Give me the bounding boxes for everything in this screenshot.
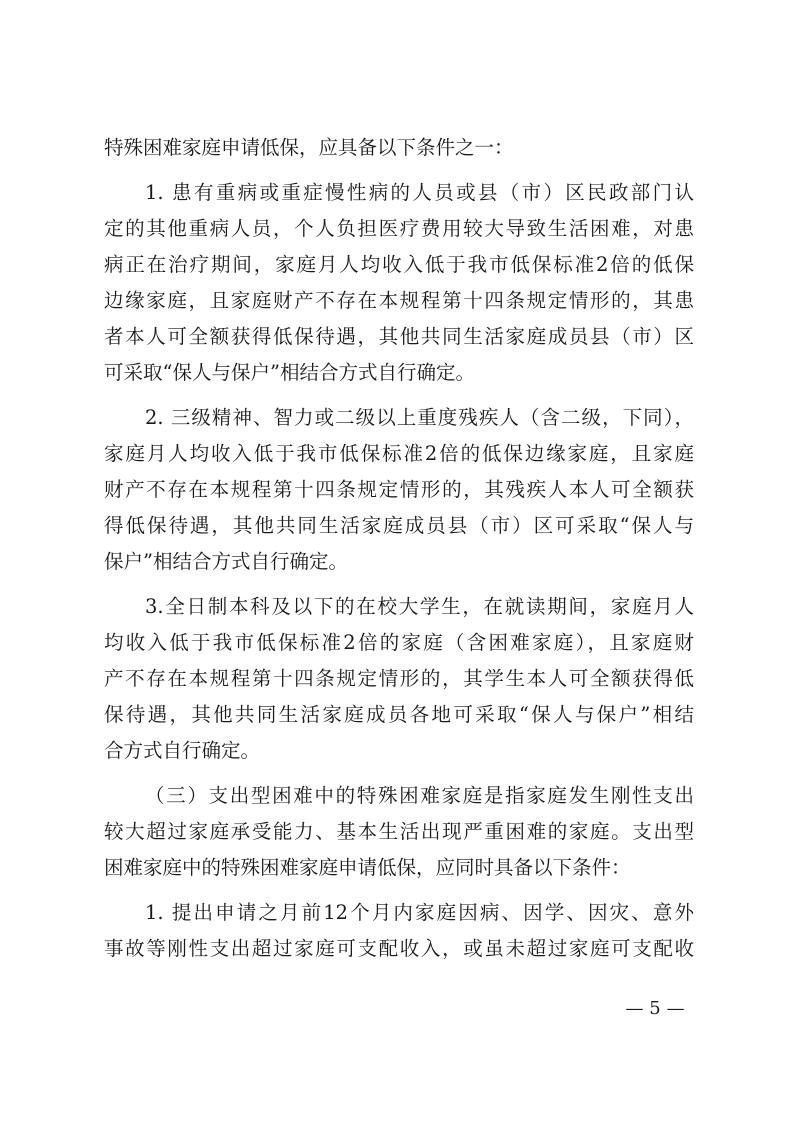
text-line-10: 财产不存在本规程第十四条规定情形的，其残疾人本人可全额获 (104, 478, 694, 501)
text-line-8: 2. 三级精神、智力或二级以上重度残疾人（含二级，下同）， (145, 406, 694, 429)
text-line-3: 定的其他重病人员，个人负担医疗费用较大导致生活困难，对患 (104, 217, 694, 240)
text-line-2: 1. 患有重病或重症慢性病的人员或县（市）区民政部门认 (145, 181, 694, 204)
text-line-6: 者本人可全额获得低保待遇，其他共同生活家庭成员县（市）区 (104, 325, 694, 348)
text-line-19: 较大超过家庭承受能力、基本生活出现严重困难的家庭。支出型 (104, 820, 694, 843)
text-line-15: 产不存在本规程第十四条规定情形的，其学生本人可全额获得低 (104, 667, 694, 690)
text-line-17: 合方式自行确定。 (104, 739, 261, 762)
text-line-21: 1. 提出申请之月前12个月内家庭因病、因学、因灾、意外 (145, 901, 694, 924)
text-line-16: 保待遇，其他共同生活家庭成员各地可采取“保人与保户”相结 (104, 703, 694, 726)
text-line-4: 病正在治疗期间，家庭月人均收入低于我市低保标准2倍的低保 (104, 253, 694, 276)
text-line-22: 事故等刚性支出超过家庭可支配收入，或虽未超过家庭可支配收 (104, 937, 694, 960)
text-line-12: 保户”相结合方式自行确定。 (104, 550, 348, 573)
text-line-5: 边缘家庭，且家庭财产不存在本规程第十四条规定情形的，其患 (104, 289, 694, 312)
text-line-9: 家庭月人均收入低于我市低保标准2倍的低保边缘家庭，且家庭 (104, 442, 694, 465)
text-line-18: （三）支出型困难中的特殊困难家庭是指家庭发生刚性支出 (145, 784, 694, 807)
page-number: — 5 — (625, 998, 685, 1019)
text-line-7: 可采取“保人与保户”相结合方式自行确定。 (104, 361, 475, 384)
text-line-13: 3.全日制本科及以下的在校大学生，在就读期间，家庭月人 (145, 595, 694, 618)
text-line-1: 特殊困难家庭申请低保，应具备以下条件之一： (104, 136, 514, 159)
text-line-11: 得低保待遇，其他共同生活家庭成员县（市）区可采取“保人与 (104, 514, 694, 537)
text-line-20: 困难家庭中的特殊困难家庭申请低保，应同时具备以下条件： (104, 856, 631, 879)
text-line-14: 均收入低于我市低保标准2倍的家庭（含困难家庭），且家庭财 (104, 631, 694, 654)
